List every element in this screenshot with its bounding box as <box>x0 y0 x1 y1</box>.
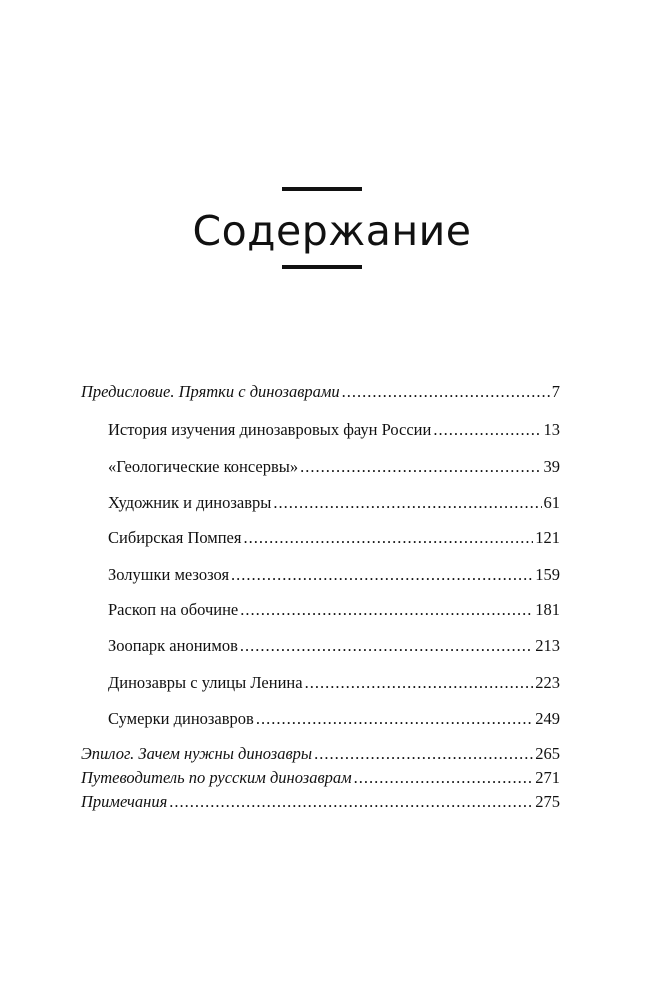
toc-entry[interactable] <box>108 599 560 621</box>
toc-entry-page-number: 275 <box>535 792 560 811</box>
toc-entry-page-number: 7 <box>551 382 560 401</box>
dot-leader <box>256 708 533 730</box>
toc-entry[interactable] <box>81 791 560 813</box>
toc-entry-title: Художник и динозавры <box>108 493 272 512</box>
toc-entry[interactable] <box>108 708 560 730</box>
dot-leader <box>305 672 534 694</box>
toc-entry-title: Предисловие. Прятки с динозаврами <box>81 382 340 401</box>
toc-entry[interactable] <box>108 527 560 549</box>
toc-entry[interactable] <box>108 419 560 441</box>
toc-entry-page-number: 39 <box>543 457 560 476</box>
dot-leader <box>354 767 534 789</box>
toc-entry-title: Примечания <box>81 792 168 811</box>
toc-entry-page-number: 159 <box>535 565 560 584</box>
dot-leader <box>342 381 550 403</box>
toc-entry-page-number: 223 <box>535 673 560 692</box>
toc-entry-page-number: 213 <box>535 636 560 655</box>
dot-leader <box>240 599 533 621</box>
dot-leader <box>314 743 533 765</box>
dot-leader <box>169 791 533 813</box>
dot-leader <box>243 527 533 549</box>
toc-entry-title: «Геологические консервы» <box>108 457 299 476</box>
toc-entry-title: Сумерки динозавров <box>108 709 254 728</box>
dot-leader <box>300 456 541 478</box>
toc-entry-page-number: 121 <box>535 528 560 547</box>
toc-entry[interactable] <box>81 767 560 789</box>
toc-entry-title: Эпилог. Зачем нужны динозавры <box>81 744 313 763</box>
toc-entry[interactable] <box>108 635 560 657</box>
toc-entry[interactable] <box>81 743 560 765</box>
toc-entry-page-number: 61 <box>543 493 560 512</box>
toc-entry-title: Золушки мезозоя <box>108 565 230 584</box>
toc-entry-page-number: 249 <box>535 709 560 728</box>
toc-entry-page-number: 265 <box>535 744 560 763</box>
toc-entry[interactable] <box>108 492 560 514</box>
toc-entry-page-number: 271 <box>535 768 560 787</box>
toc-entry-page-number: 13 <box>543 420 560 439</box>
toc-entry[interactable] <box>108 672 560 694</box>
dot-leader <box>231 564 533 586</box>
toc-entry[interactable] <box>81 381 560 403</box>
toc-entry-title: Раскоп на обочине <box>108 600 239 619</box>
dot-leader <box>273 492 541 514</box>
toc-entry-title: История изучения динозавровых фаун России <box>108 420 432 439</box>
toc-entry[interactable] <box>108 456 560 478</box>
toc-entry-title: Сибирская Помпея <box>108 528 242 547</box>
toc-entry-title: Путеводитель по русским динозаврам <box>81 768 352 787</box>
toc-entry[interactable] <box>108 564 560 586</box>
dot-leader <box>240 635 533 657</box>
page-title: Содержание <box>192 207 472 255</box>
dot-leader <box>433 419 541 441</box>
toc-entry-title: Динозавры с улицы Ленина <box>108 673 303 692</box>
toc-entry-page-number: 181 <box>535 600 560 619</box>
toc-entry-title: Зоопарк анонимов <box>108 636 238 655</box>
